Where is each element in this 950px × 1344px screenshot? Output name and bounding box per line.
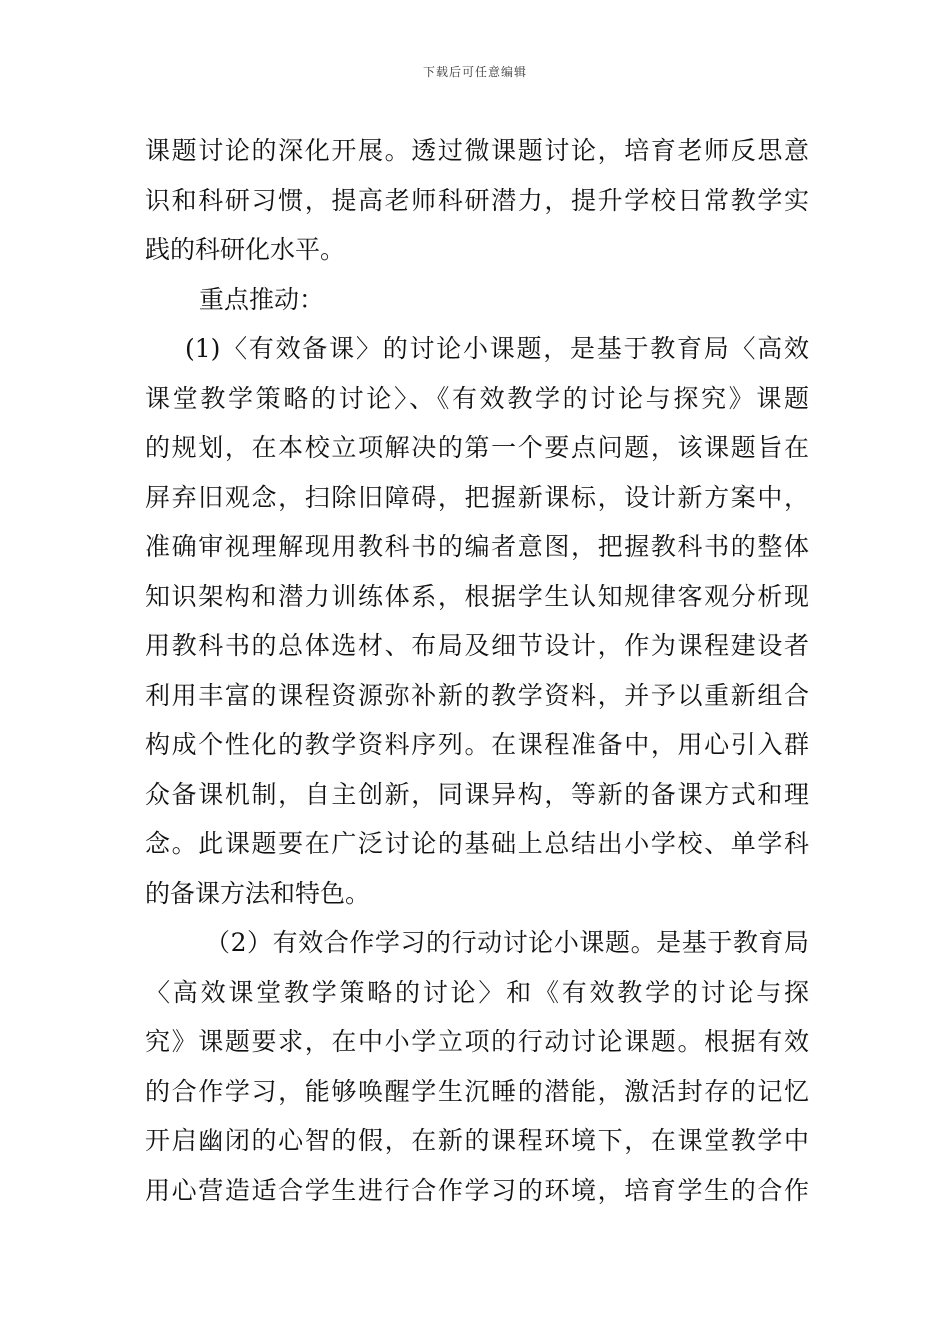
text-line: 准确审视理解现用教科书的编者意图，把握教科书的整体 <box>145 532 809 561</box>
document-body <box>145 126 809 1215</box>
text-line: 〈高效课堂教学策略的讨论〉和《有效教学的讨论与探 <box>145 977 809 1007</box>
text-line: 的合作学习，能够唤醒学生沉睡的潜能，激活封存的记忆 <box>145 1076 809 1106</box>
paragraph-item-2 <box>145 918 809 1215</box>
text-line: 的规划，在本校立项解决的第一个要点问题，该课题旨在 <box>145 433 809 462</box>
text-line: 众备课机制，自主创新，同课异构，等新的备课方式和理 <box>145 779 809 809</box>
text-line: 践的科研化水平。 <box>145 235 346 264</box>
text-line: 课题讨论的深化开展。透过微课题讨论，培育老师反思意 <box>145 136 809 165</box>
page-header: 下载后可任意编辑 <box>422 65 527 79</box>
paragraph-item-1 <box>145 324 809 918</box>
paragraph-intro <box>145 126 809 275</box>
text-line: (1)〈有效备课〉的讨论小课题，是基于教育局〈高效 <box>185 334 809 363</box>
text-line: 用教科书的总体选材、布局及细节设计，作为课程建设者 <box>145 631 809 660</box>
text-line: 识和科研习惯，提高老师科研潜力，提升学校日常教学实 <box>145 185 809 215</box>
text-line: 屏弃旧观念，扫除旧障碍，把握新课标，设计新方案中， <box>145 482 809 512</box>
text-line: （2）有效合作学习的行动讨论小课题。是基于教育局 <box>205 928 809 957</box>
text-line: 开启幽闭的心智的假，在新的课程环境下，在课堂教学中 <box>145 1126 809 1155</box>
section-heading: 重点推动： <box>199 284 325 314</box>
text-line: 知识架构和潜力训练体系，根据学生认知规律客观分析现 <box>145 581 809 611</box>
text-line: 的备课方法和特色。 <box>145 878 371 908</box>
text-line: 课堂教学策略的讨论〉、《有效教学的讨论与探究》课题 <box>145 383 809 413</box>
text-line: 究》课题要求，在中小学立项的行动讨论课题。根据有效 <box>145 1027 809 1056</box>
text-line: 念。此课题要在广泛讨论的基础上总结出小学校、单学科 <box>145 829 809 858</box>
paragraph-heading <box>145 275 809 325</box>
text-line: 构成个性化的教学资料序列。在课程准备中，用心引入群 <box>145 730 809 759</box>
text-line: 用心营造适合学生进行合作学习的环境，培育学生的合作 <box>145 1175 809 1205</box>
text-line: 利用丰富的课程资源弥补新的教学资料，并予以重新组合 <box>145 680 809 710</box>
